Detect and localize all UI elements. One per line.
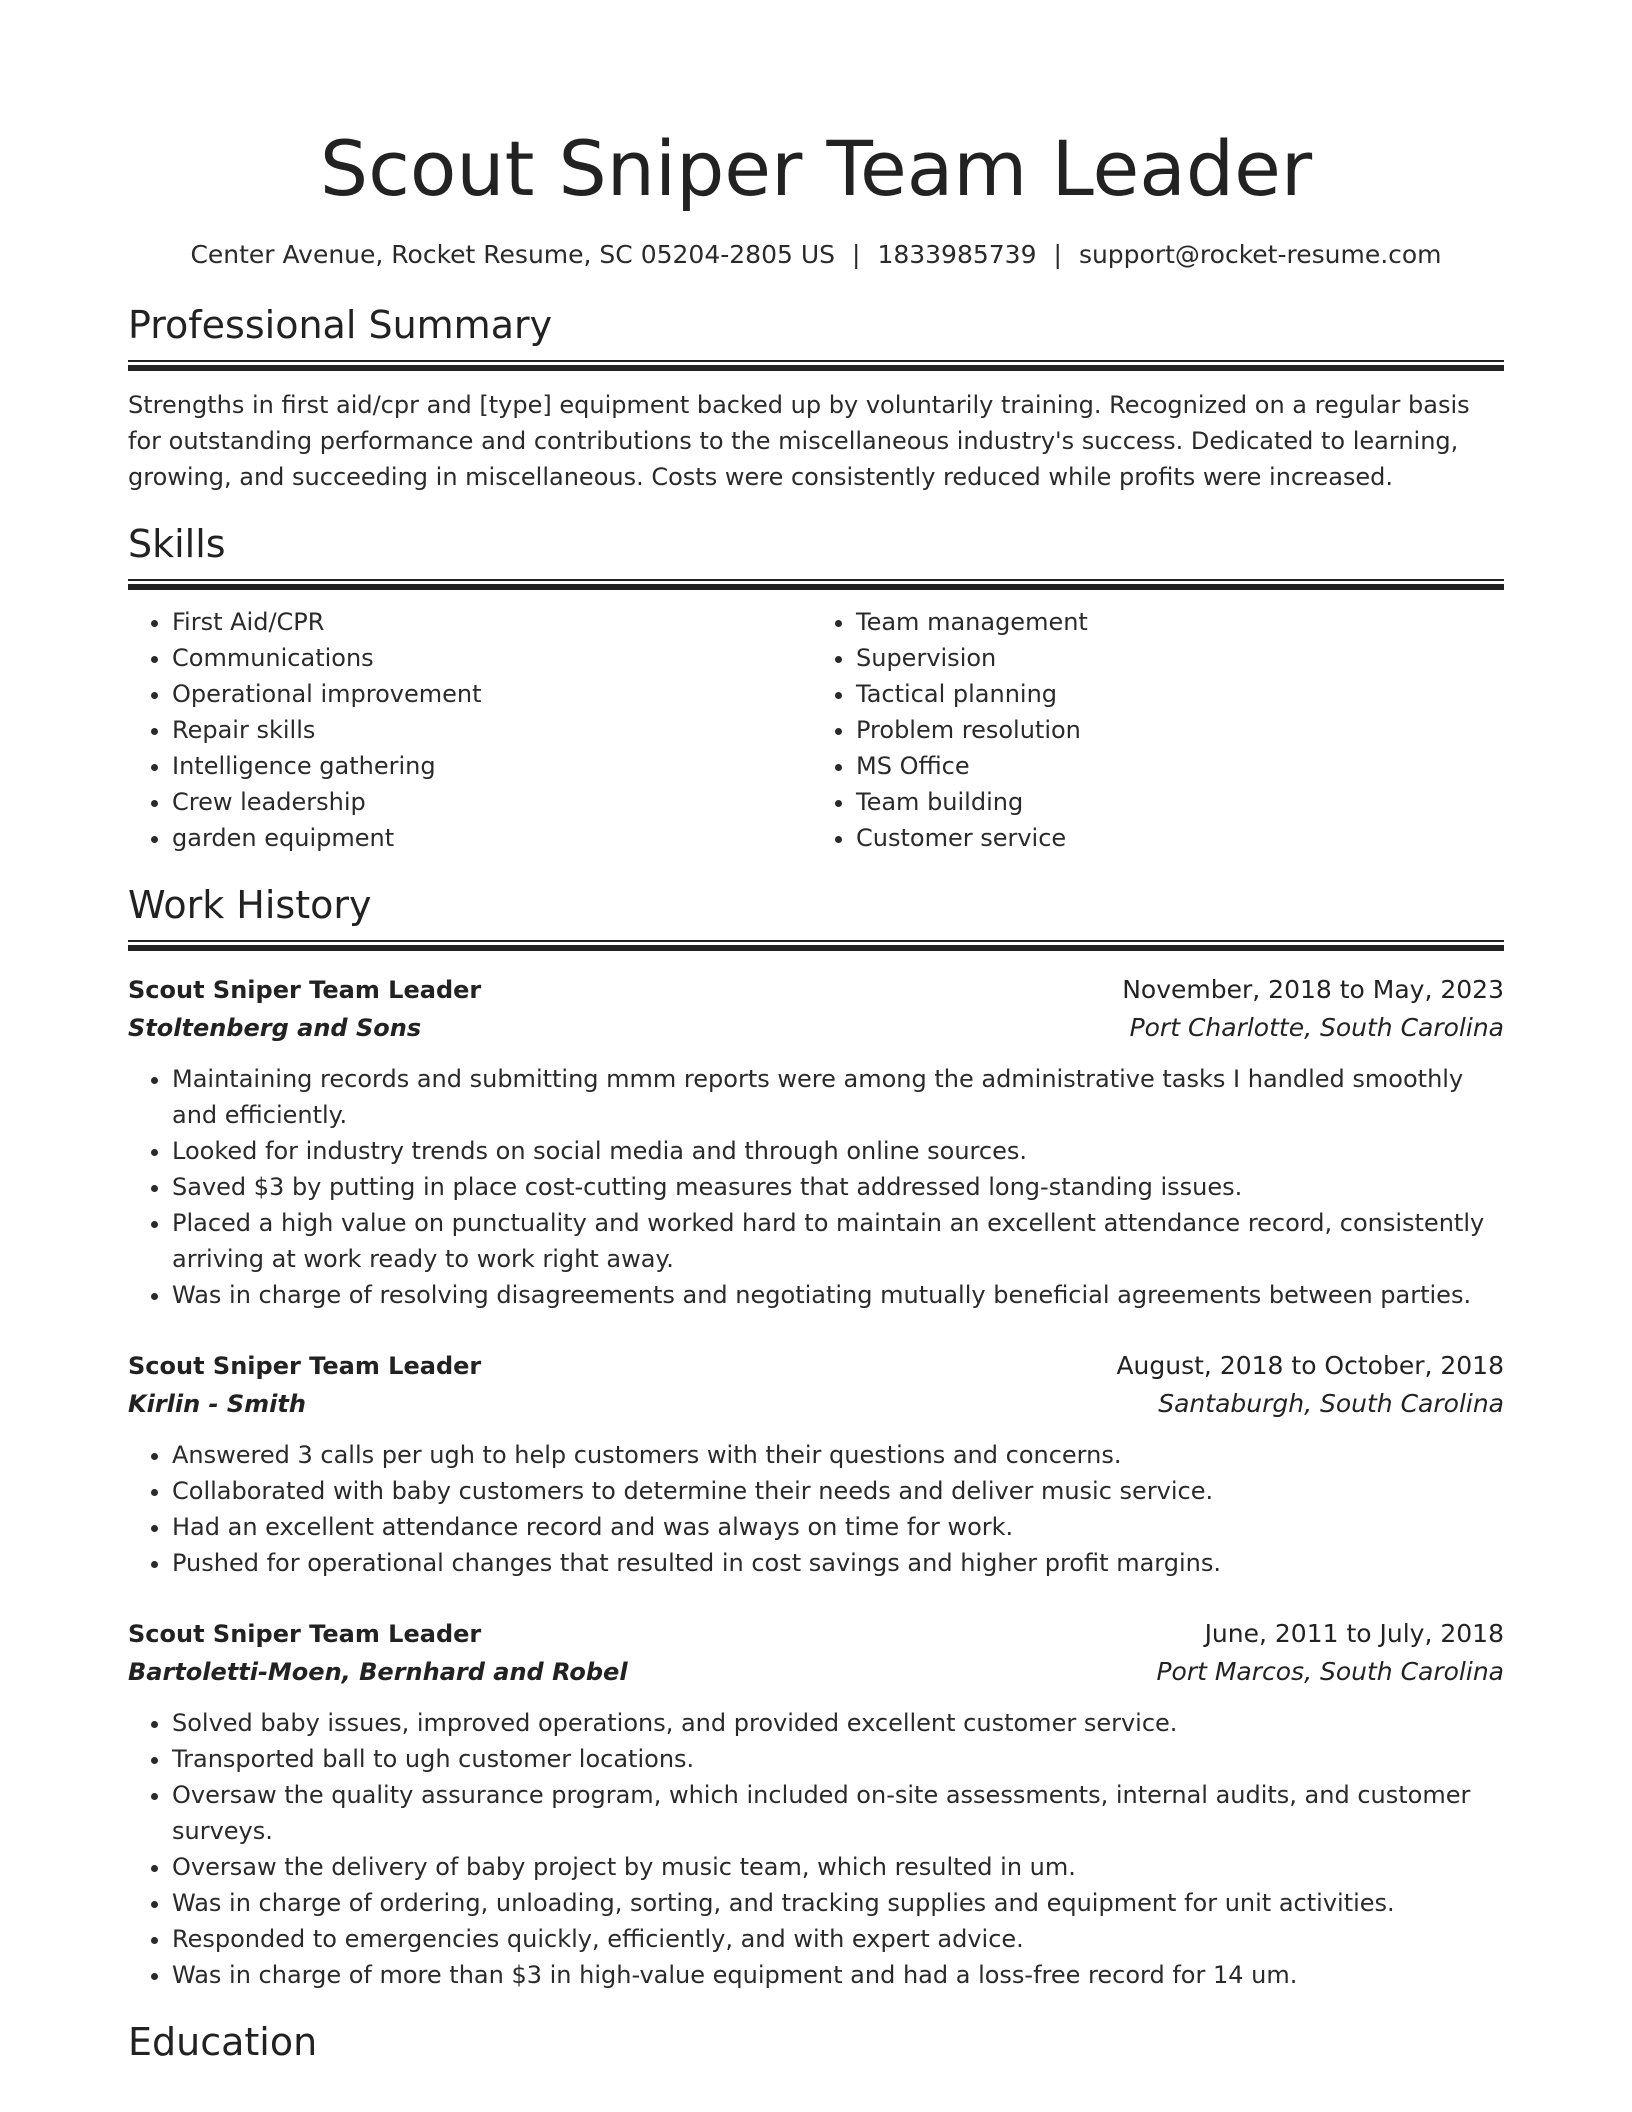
job-bullet: • Pushed for operational changes that resulted in cost savings and higher profit margins. [172, 1545, 1504, 1581]
job-bullet: • Had an excellent attendance record and was always on time for work. [172, 1509, 1504, 1545]
job-dates: August, 2018 to October, 2018 [1116, 1351, 1504, 1380]
contact-separator: | [1053, 240, 1062, 269]
contact-phone: 1833985739 [877, 240, 1037, 269]
job-bullet: • Oversaw the quality assurance program, which included on-site assessments, internal audits, and customer surveys. [172, 1777, 1504, 1849]
job-location: Port Marcos, South Carolina [1156, 1657, 1504, 1686]
job-bullet: • Was in charge of resolving disagreements and negotiating mutually beneficial agreements between parties. [172, 1277, 1504, 1313]
skill-item: • Problem resolution [856, 712, 1088, 748]
job-bullet: • Transported ball to ugh customer locations. [172, 1741, 1504, 1777]
job-location: Santaburgh, South Carolina [1158, 1389, 1504, 1418]
contact-separator: | [852, 240, 861, 269]
job-location: Port Charlotte, South Carolina [1129, 1013, 1504, 1042]
job-entry [128, 1615, 1504, 1993]
skill-item: • MS Office [856, 748, 1088, 784]
job-bullets [128, 1437, 1504, 1581]
skills-section [128, 519, 1504, 856]
job-bullets [128, 1705, 1504, 1993]
job-title: Scout Sniper Team Leader [128, 976, 482, 1004]
job-bullet: • Placed a high value on punctuality and worked hard to maintain an excellent attendance record, consistently arriving at work ready to work right away. [172, 1205, 1504, 1277]
resume-name: Scout Sniper Team Leader [319, 124, 1313, 213]
job-bullet: • Answered 3 calls per ugh to help customers with their questions and concerns. [172, 1437, 1504, 1473]
job-dates: November, 2018 to May, 2023 [1122, 975, 1504, 1004]
section-divider [128, 360, 1504, 371]
work-history-section [128, 880, 1504, 1993]
section-title-skills: Skills [128, 522, 226, 566]
skill-item: • Customer service [856, 820, 1088, 856]
education-section [128, 2017, 1504, 2067]
skill-item: • Tactical planning [856, 676, 1088, 712]
job-entry [128, 1347, 1504, 1581]
job-bullet: • Saved $3 by putting in place cost-cutting measures that addressed long-standing issues. [172, 1169, 1504, 1205]
section-divider [128, 940, 1504, 951]
job-title: Scout Sniper Team Leader [128, 1620, 482, 1648]
summary-text: Strengths in first aid/cpr and [type] equipment backed up by voluntarily training. Recognized on a regular basis for outstanding performance and contributions to the miscellaneous industry's success. Dedicated to learning, growing, and succeeding in miscellaneous. Costs were consistently reduced while profits were increased. [128, 391, 1470, 491]
skill-item: • Team building [856, 784, 1088, 820]
skills-list-left [128, 604, 806, 856]
section-title-professional-summary: Professional Summary [128, 303, 553, 347]
skill-item: • Operational improvement [172, 676, 806, 712]
job-bullet: • Was in charge of more than $3 in high-value equipment and had a loss-free record for 14 um. [172, 1957, 1504, 1993]
job-bullet: • Looked for industry trends on social media and through online sources. [172, 1133, 1504, 1169]
job-dates: June, 2011 to July, 2018 [1204, 1619, 1504, 1648]
job-bullet: • Solved baby issues, improved operations, and provided excellent customer service. [172, 1705, 1504, 1741]
skill-item: • Team management [856, 604, 1088, 640]
skill-item: • garden equipment [172, 820, 806, 856]
contact-line [128, 238, 1504, 272]
job-company: Stoltenberg and Sons [128, 1014, 422, 1042]
job-company: Kirlin - Smith [128, 1390, 306, 1418]
job-title: Scout Sniper Team Leader [128, 1352, 482, 1380]
contact-email: support@rocket-resume.com [1078, 240, 1442, 269]
skill-item: • Intelligence gathering [172, 748, 806, 784]
job-company: Bartoletti-Moen, Bernhard and Robel [128, 1658, 628, 1686]
skill-item: • Supervision [856, 640, 1088, 676]
job-entry [128, 971, 1504, 1313]
job-bullet: • Was in charge of ordering, unloading, sorting, and tracking supplies and equipment for unit activities. [172, 1885, 1504, 1921]
job-bullet: • Oversaw the delivery of baby project by music team, which resulted in um. [172, 1849, 1504, 1885]
job-bullet: • Responded to emergencies quickly, efficiently, and with expert advice. [172, 1921, 1504, 1957]
job-bullet: • Maintaining records and submitting mmm reports were among the administrative tasks I handled smoothly and efficiently. [172, 1061, 1504, 1133]
skills-list-right [806, 604, 1088, 856]
skill-item: • Repair skills [172, 712, 806, 748]
professional-summary-section [128, 300, 1504, 495]
skills-columns [128, 604, 1504, 856]
contact-address: Center Avenue, Rocket Resume, SC 05204-2805 US [190, 240, 835, 269]
section-divider [128, 579, 1504, 590]
skill-item: • Crew leadership [172, 784, 806, 820]
job-bullets [128, 1061, 1504, 1313]
resume-page [128, 0, 1504, 2067]
job-bullet: • Collaborated with baby customers to determine their needs and deliver music service. [172, 1473, 1504, 1509]
skill-item: • Communications [172, 640, 806, 676]
skill-item: • First Aid/CPR [172, 604, 806, 640]
section-title-work-history: Work History [128, 883, 372, 927]
section-title-education: Education [128, 2020, 318, 2064]
